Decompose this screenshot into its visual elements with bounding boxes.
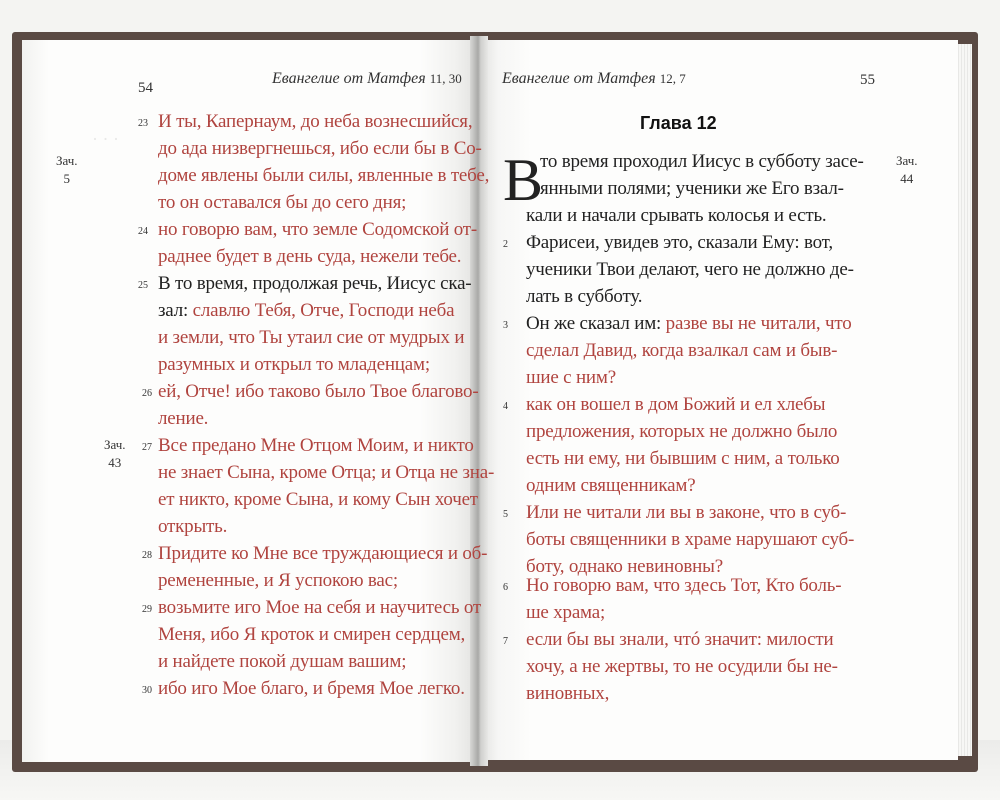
verse-line bbox=[158, 299, 454, 323]
verse-number: 30 bbox=[142, 685, 152, 696]
verse-line: одним священникам? bbox=[526, 475, 696, 496]
verse-line bbox=[526, 312, 852, 336]
bleed-through-text: · · · bbox=[92, 129, 119, 149]
verse-number: 7 bbox=[503, 636, 508, 647]
left-running-header bbox=[272, 70, 462, 88]
verse-line-red-part: разве вы не читали, что bbox=[665, 313, 852, 334]
verse-line: ибо иго Мое благо, и бремя Мое легко. bbox=[158, 678, 465, 699]
verse-number: 24 bbox=[138, 226, 148, 237]
page-edges bbox=[958, 44, 972, 756]
verse-line: ученики Твои делают, чего не должно де- bbox=[526, 259, 854, 280]
chapter-title: Глава 12 bbox=[640, 113, 717, 133]
right-page-number: 55 bbox=[860, 72, 875, 88]
verse-line: И ты, Капернаум, до неба вознесшийся, bbox=[158, 111, 473, 132]
verse-line: шие с ним? bbox=[526, 367, 616, 388]
verse-number: 27 bbox=[142, 442, 152, 453]
drop-cap: В bbox=[503, 147, 544, 213]
margin-note-zach-43: Зач. 43 bbox=[104, 437, 126, 470]
verse-line: ей, Отче! ибо таково было Твое благово- bbox=[158, 381, 479, 402]
verse-line: Или не читали ли вы в законе, что в суб- bbox=[526, 502, 847, 523]
verse-number: 25 bbox=[138, 280, 148, 291]
verse-line: ше храма; bbox=[526, 602, 606, 623]
verse-line: Придите ко Мне все труждающиеся и об- bbox=[158, 543, 488, 564]
verse-number: 29 bbox=[142, 604, 152, 615]
verse-line: ет никто, кроме Сына, и кому Сын хочет bbox=[158, 489, 478, 510]
verse-line: до ада низвергнешься, ибо если бы в Со- bbox=[158, 138, 482, 159]
verse-line: доме явлены были силы, явленные в тебе, bbox=[158, 165, 490, 186]
verse-line: но говорю вам, что земле Содомской от- bbox=[158, 219, 478, 240]
verse-line: виновных, bbox=[526, 683, 610, 704]
verse-line: Фарисеи, увидев это, сказали Ему: вот, bbox=[526, 232, 833, 253]
margin-note-zach-44: Зач. 44 bbox=[896, 153, 918, 186]
verse-line: как он вошел в дом Божий и ел хлебы bbox=[526, 394, 826, 415]
left-page-number: 54 bbox=[138, 80, 153, 96]
right-running-header bbox=[502, 70, 686, 88]
verse-line: предложения, которых не должно было bbox=[526, 421, 838, 442]
verse-line: хочу, а не жертвы, то не осудили бы не- bbox=[526, 656, 838, 677]
left-header-title: Евангелие от Матфея bbox=[272, 70, 426, 87]
verse-number: 6 bbox=[503, 582, 508, 593]
verse-line-black-part: Он же сказал им: bbox=[526, 313, 666, 334]
verse-line: и земли, что Ты утаил сие от мудрых и bbox=[158, 327, 465, 348]
verse-number: 26 bbox=[142, 388, 152, 399]
verse-line: боты священники в храме нарушают суб- bbox=[526, 529, 855, 550]
verse-line: ление. bbox=[158, 408, 209, 429]
verse-line: раднее будет в день суда, нежели тебе. bbox=[158, 246, 462, 267]
verse-line-red-part: славлю Тебя, Отче, Господи неба bbox=[192, 300, 455, 321]
verse-number: 5 bbox=[503, 509, 508, 520]
verse-number: 2 bbox=[503, 239, 508, 250]
verse-number: 3 bbox=[503, 320, 508, 331]
verse-line: Но говорю вам, что здесь Тот, Кто боль- bbox=[526, 575, 842, 596]
verse-number: 23 bbox=[138, 118, 148, 129]
verse-line: лать в субботу. bbox=[526, 286, 643, 307]
verse-line: возьмите иго Мое на себя и научитесь от bbox=[158, 597, 481, 618]
verse-line: В то время, продолжая речь, Иисус ска- bbox=[158, 273, 472, 294]
verse-line: то он оставался бы до сего дня; bbox=[158, 192, 407, 213]
verse-line-black-part: зал: bbox=[158, 300, 193, 321]
right-header-ref: 12, 7 bbox=[659, 71, 686, 86]
margin-note-zach-5: Зач. 5 bbox=[56, 153, 78, 186]
verse-line: ремененные, и Я успокою вас; bbox=[158, 570, 398, 591]
verse-line: кали и начали срывать колосья и есть. bbox=[526, 205, 827, 226]
verse-line: разумных и открыл то младенцам; bbox=[158, 354, 430, 375]
verse-line: Меня, ибо Я кроток и смирен сердцем, bbox=[158, 624, 466, 645]
verse-line: открыть. bbox=[158, 516, 228, 537]
verse-line: то время проходил Иисус в субботу засе- bbox=[540, 151, 864, 172]
verse-line: сделал Давид, когда взалкал сам и быв- bbox=[526, 340, 838, 361]
verse-line: не знает Сына, кроме Отца; и Отца не зна- bbox=[158, 462, 495, 483]
verse-number: 28 bbox=[142, 550, 152, 561]
verse-line: Все предано Мне Отцом Моим, и никто bbox=[158, 435, 474, 456]
verse-line: если бы вы знали, чтó значит: милости bbox=[526, 629, 834, 650]
verse-line: и найдете покой душам вашим; bbox=[158, 651, 407, 672]
left-header-ref: 11, 30 bbox=[429, 71, 462, 86]
verse-number: 4 bbox=[503, 401, 508, 412]
verse-line: янными полями; ученики же Его взал- bbox=[540, 178, 844, 199]
verse-line: боту, однако невиновны? bbox=[526, 556, 723, 577]
right-header-title: Евангелие от Матфея bbox=[502, 70, 656, 87]
verse-line: есть ни ему, ни бывшим с ним, а только bbox=[526, 448, 840, 469]
